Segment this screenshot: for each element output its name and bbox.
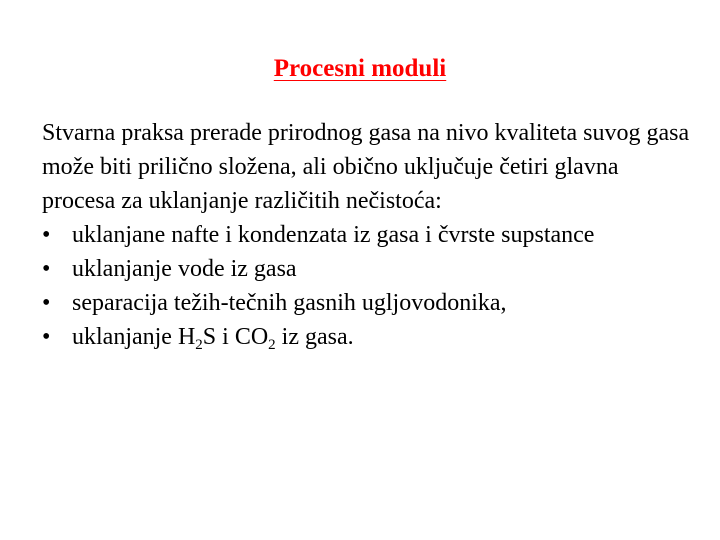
subscript: 2 [268, 337, 276, 353]
bullet-text: uklanjane nafte i kondenzata iz gasa i čvrste supstance [72, 222, 595, 248]
bullet-marker: • [42, 324, 51, 350]
bullet-marker: • [42, 256, 51, 282]
bullet-item-oil-condensate [42, 218, 692, 252]
bullet-text-part: iz gasa. [275, 324, 354, 350]
slide-title: Procesni moduli [273, 55, 447, 82]
bullet-list [42, 218, 692, 354]
bullet-item-water [42, 252, 692, 286]
bullet-text-part: S i CO [202, 324, 269, 350]
bullet-item-h2s-co2 [42, 320, 692, 354]
bullet-item-hydrocarbons [42, 286, 692, 320]
bullet-text-part: uklanjanje H [72, 324, 196, 350]
bullet-text: separacija težih-tečnih gasnih ugljovodonika, [72, 290, 507, 316]
bullet-marker: • [42, 222, 51, 248]
bullet-marker: • [42, 290, 51, 316]
intro-paragraph: Stvarna praksa prerade prirodnog gasa na nivo kvaliteta suvog gasa može biti prilično složena, ali obično uključuje četiri glavna procesa za uklanjanje različitih nečistoća: [42, 120, 690, 214]
subscript: 2 [195, 337, 203, 353]
bullet-text: uklanjanje vode iz gasa [72, 256, 297, 282]
slide-body [42, 116, 692, 354]
